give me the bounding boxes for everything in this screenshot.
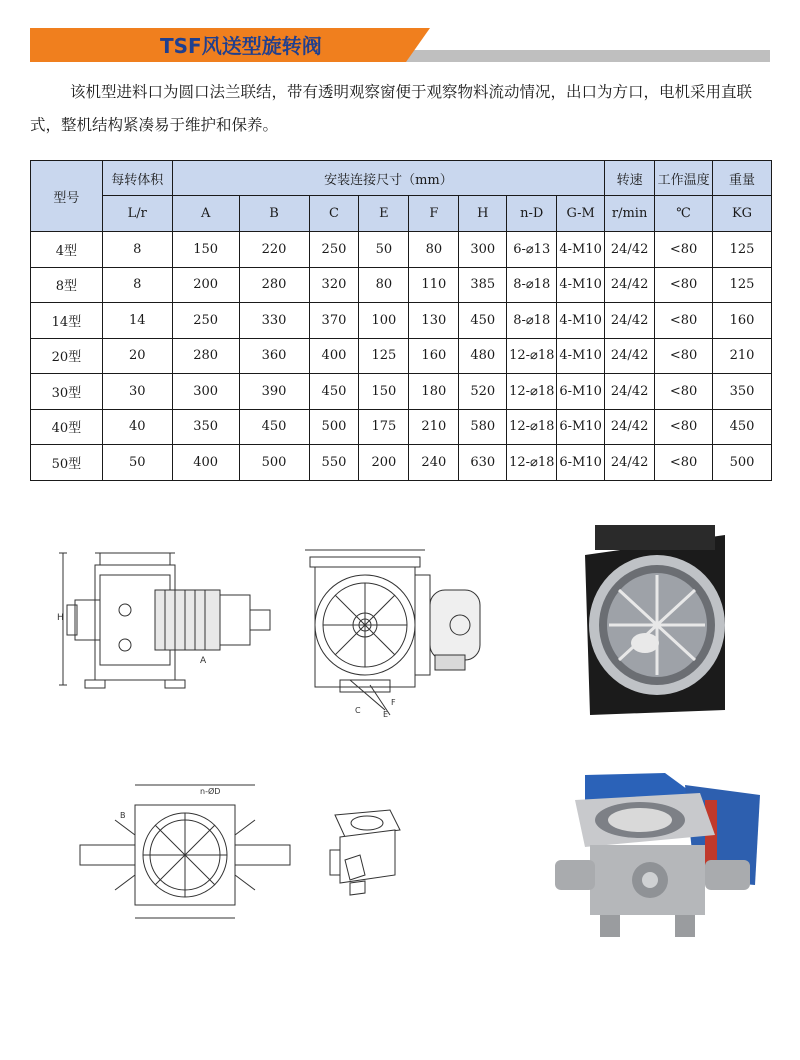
table-cell: 250 (309, 232, 359, 268)
spec-table (30, 160, 772, 481)
header-speed: 转速 (605, 161, 655, 196)
table-cell: <80 (655, 232, 713, 268)
top-b-label: B (120, 811, 126, 820)
table-cell: 370 (309, 303, 359, 339)
table-cell: 280 (172, 338, 239, 374)
table-cell: 360 (239, 338, 309, 374)
table-cell: 300 (459, 232, 507, 268)
table-cell: 125 (713, 232, 772, 268)
table-cell: 12-⌀18 (507, 338, 557, 374)
header-volume: 每转体积 (102, 161, 172, 196)
table-cell: 125 (359, 338, 409, 374)
table-cell: 14型 (31, 303, 103, 339)
header-unit: H (459, 196, 507, 232)
table-cell: 150 (359, 374, 409, 410)
header-unit: n-D (507, 196, 557, 232)
table-cell: 4-M10 (557, 338, 605, 374)
intro-paragraph: 该机型进料口为圆口法兰联结，带有透明观察窗便于观察物料流动情况，出口为方口，电机采用直联式，整机结构紧凑易于维护和保养。 (30, 83, 753, 134)
table-cell: 100 (359, 303, 409, 339)
table-cell: <80 (655, 409, 713, 445)
table-cell: 14 (102, 303, 172, 339)
table-cell: 210 (713, 338, 772, 374)
table-cell: 450 (713, 409, 772, 445)
table-cell: 6-⌀13 (507, 232, 557, 268)
table-cell: 30型 (31, 374, 103, 410)
header-unit: G-M (557, 196, 605, 232)
table-cell: <80 (655, 374, 713, 410)
front-a-label: A (200, 656, 207, 666)
table-cell: 24/42 (605, 303, 655, 339)
table-cell: 200 (172, 267, 239, 303)
table-cell: 350 (172, 409, 239, 445)
table-cell: 160 (409, 338, 459, 374)
table-row (31, 338, 772, 374)
header-weight: 重量 (713, 161, 772, 196)
table-cell: 80 (359, 267, 409, 303)
table-cell: 180 (409, 374, 459, 410)
header-unit: r/min (605, 196, 655, 232)
side-c-label: C (355, 706, 361, 715)
table-cell: 30 (102, 374, 172, 410)
table-row (31, 445, 772, 481)
table-cell: <80 (655, 445, 713, 481)
assembled-valve-photo (545, 765, 770, 950)
table-cell: 6-M10 (557, 409, 605, 445)
table-cell: <80 (655, 267, 713, 303)
header-temp: 工作温度 (655, 161, 713, 196)
table-cell: 4-M10 (557, 303, 605, 339)
table-row (31, 303, 772, 339)
table-row (31, 232, 772, 268)
table-header-row-2 (31, 196, 772, 232)
table-cell: 80 (409, 232, 459, 268)
top-nd-label: n-ØD (200, 787, 221, 796)
table-header-row-1 (31, 161, 772, 196)
table-cell: 160 (713, 303, 772, 339)
header-unit: F (409, 196, 459, 232)
side-e-label: E (383, 710, 389, 719)
table-cell: 500 (309, 409, 359, 445)
table-cell: 40 (102, 409, 172, 445)
table-cell: 250 (172, 303, 239, 339)
header-unit: B (239, 196, 309, 232)
table-cell: 210 (409, 409, 459, 445)
header-unit: A (172, 196, 239, 232)
table-cell: 320 (309, 267, 359, 303)
table-cell: 385 (459, 267, 507, 303)
page-title: TSF风送型旋转阀 (160, 34, 322, 58)
table-cell: 8型 (31, 267, 103, 303)
table-cell: <80 (655, 303, 713, 339)
table-cell: 8-⌀18 (507, 267, 557, 303)
table-cell: 150 (172, 232, 239, 268)
table-cell: 8 (102, 267, 172, 303)
table-cell: 450 (459, 303, 507, 339)
table-cell: 24/42 (605, 338, 655, 374)
table-cell: 24/42 (605, 232, 655, 268)
table-cell: 280 (239, 267, 309, 303)
table-cell: 175 (359, 409, 409, 445)
table-cell: 125 (713, 267, 772, 303)
table-cell: 4-M10 (557, 267, 605, 303)
table-cell: 12-⌀18 (507, 409, 557, 445)
table-cell: 220 (239, 232, 309, 268)
table-cell: 4-M10 (557, 232, 605, 268)
table-cell: 450 (309, 374, 359, 410)
table-cell: 20 (102, 338, 172, 374)
table-cell: 24/42 (605, 267, 655, 303)
table-cell: 480 (459, 338, 507, 374)
table-cell: 6-M10 (557, 445, 605, 481)
table-cell: 20型 (31, 338, 103, 374)
table-cell: 50 (102, 445, 172, 481)
table-cell: 24/42 (605, 445, 655, 481)
table-cell: 130 (409, 303, 459, 339)
table-cell: 200 (359, 445, 409, 481)
side-f-label: F (391, 698, 396, 707)
valve-interior-photo (575, 525, 735, 720)
table-cell: 390 (239, 374, 309, 410)
title-bar-gray-stripe (390, 50, 770, 62)
table-cell: 350 (713, 374, 772, 410)
table-cell: 24/42 (605, 374, 655, 410)
table-cell: 8-⌀18 (507, 303, 557, 339)
table-row (31, 409, 772, 445)
table-cell: 300 (172, 374, 239, 410)
table-cell: 12-⌀18 (507, 445, 557, 481)
table-cell: 400 (309, 338, 359, 374)
header-unit: C (309, 196, 359, 232)
table-row (31, 267, 772, 303)
table-cell: 4型 (31, 232, 103, 268)
front-h-label: H (57, 613, 64, 623)
table-cell: 6-M10 (557, 374, 605, 410)
table-cell: 330 (239, 303, 309, 339)
front-view-drawing (55, 545, 285, 695)
table-cell: 8 (102, 232, 172, 268)
table-cell: 500 (713, 445, 772, 481)
top-view-drawing (75, 780, 295, 930)
table-cell: 110 (409, 267, 459, 303)
isometric-drawing (320, 805, 410, 900)
header-unit: E (359, 196, 409, 232)
table-cell: 24/42 (605, 409, 655, 445)
header-dims: 安装连接尺寸（mm） (172, 161, 604, 196)
table-cell: 580 (459, 409, 507, 445)
table-row (31, 374, 772, 410)
table-cell: 500 (239, 445, 309, 481)
table-cell: <80 (655, 338, 713, 374)
table-cell: 12-⌀18 (507, 374, 557, 410)
header-unit: L/r (102, 196, 172, 232)
table-cell: 520 (459, 374, 507, 410)
side-view-drawing (295, 545, 495, 720)
table-cell: 550 (309, 445, 359, 481)
section-title-bar (30, 28, 770, 62)
table-cell: 450 (239, 409, 309, 445)
table-cell: 50 (359, 232, 409, 268)
header-unit: ℃ (655, 196, 713, 232)
header-model: 型号 (31, 161, 103, 232)
table-cell: 240 (409, 445, 459, 481)
table-cell: 50型 (31, 445, 103, 481)
table-cell: 400 (172, 445, 239, 481)
header-unit: KG (713, 196, 772, 232)
table-cell: 630 (459, 445, 507, 481)
table-cell: 40型 (31, 409, 103, 445)
